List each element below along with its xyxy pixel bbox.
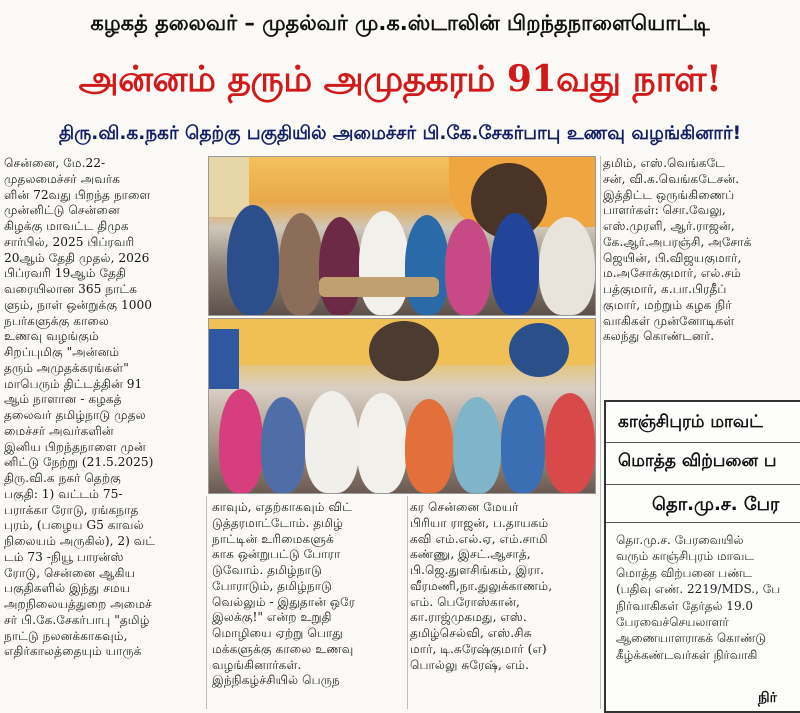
article-column-1-line: ளின் 72வது பிறந்த நாளை [4,187,151,202]
article-column-1-line: இனிய பிறந்தநாளை முன் [4,439,146,454]
article-column-2-line: டுவோம். தமிழ்நாடு [212,563,322,577]
article-column-1-line: தரும் அமுதக்கரங்கள்" [4,360,129,375]
article-column-3 [410,500,600,709]
article-column-2-line: காக ஒன்றுபட்டு போரா [212,547,341,562]
article-column-1-line: உணவு வழங்கும் [4,329,99,344]
article-column-1-line: 20ஆம் தேதி முதல், 2026 [4,250,150,265]
ad-body-line: தொ.மு.ச. பேரவையில் [616,533,744,547]
article-column-1-line: மாபெரும் திட்டத்தின் 91 [4,376,143,391]
ad-body-line: ஆணையாளராகக் கொண்டு [616,631,767,646]
article-column-2-line: வெல்லும் - இதுதான் ஒரே [212,594,356,609]
article-column-1-line: ஆம் நாளான - கழகத் [4,392,122,407]
ad-body-line: மொத்த விற்பனை பண்ட [616,565,753,580]
article-column-2 [212,500,405,709]
article-column-1-line: புரம், (பழைய G5 காவல் [4,518,144,533]
ad-tail-text: நிர் [758,690,777,706]
article-column-1-line: பிப்ரவரி 19ஆம் தேதி [4,266,126,281]
event-photo-bottom [208,318,596,494]
article-column-4-line: பத்குமார், க.பா.பிரதீப் [603,282,727,296]
article-column-4-line: கே.ஆர்.அபரஞ்சி, அசோக் [603,234,752,249]
article-column-3-line: எம். பெரோஸ்கான், [410,594,520,609]
column-divider [206,496,207,709]
ad-divider [606,522,800,523]
article-column-2-line: இந்நிகழ்ச்சியில் பெருந [212,673,340,688]
article-column-3-line: தமிழ்செல்வி, எஸ்.சிசு [410,626,532,640]
article-column-3-line: பி.ஜெ.துளசிங்கம், இரா. [410,563,545,577]
ad-body-line: கீழ்க்கண்டவர்கள் நிர்வாகி [616,647,758,662]
article-column-1-line: நபர்களுக்கு காலை [4,313,110,328]
article-column-1-line: தலைவர் தமிழ்நாடு முதல [4,408,146,422]
article-column-4-line: குமார், மற்றும் கழக நிர் [603,297,732,312]
article-column-4-line: ஜெயின், பி.விஜயகுமார், [603,250,742,265]
article-column-2-line: இலக்கு!" என்ற உறுதி [212,610,332,625]
article-column-1-line: ரோடு, சென்னை ஆகிய [4,565,136,580]
article-kicker: கழகத் தலைவர் – முதல்வர் மு.க.ஸ்டாலின் பிறந்தநாளையொட்டி [90,11,710,35]
article-column-1-line: சர் பி.கே.சேகர்பாபு "தமிழ் [4,612,150,627]
column-divider [600,156,601,709]
article-column-1-line: முன்னிட்டு சென்னை [4,203,120,218]
article-column-1-line: னிட்டு நேற்று (21.5.2025) [4,455,154,470]
ad-body-line: (பதிவு எண். 2219/MDS., பே [616,582,781,597]
article-column-1-line: டம் 73 -நியூ பாரன்ஸ் [4,549,124,564]
article-column-3-line: கண்ணு, இசட்.ஆசாத், [410,547,531,562]
article-column-2-line: மக்களுக்கு காலை உணவு [212,641,354,656]
article-column-2-line: காவும், எதற்காகவும் விட் [212,500,352,514]
article-column-4-line: தமிம், எஸ்.வெங்கடே [603,156,725,170]
ad-divider [606,442,800,443]
ad-heading-line-2: மொத்த விற்பனை ப [618,451,777,471]
article-column-1-line: நாட்டு நலனக்காகவும், [4,628,128,643]
article-column-4-line: இத்திட்ட ஒருங்கிணைப் [603,187,735,202]
article-column-1-line: ளும், நாள் ஒன்றுக்கு 1000 [4,297,152,312]
article-column-3-line: பொல்லு சுரேஷ், எம். [410,657,529,672]
article-column-4-line: கலந்து கொண்டனர். [603,329,715,344]
event-photo-top [208,156,596,316]
article-column-2-line: மொழியை ஏற்று பொது [212,626,343,640]
article-column-2-line: டுத்தரமாட்டோம். தமிழ் [212,515,343,530]
article-column-3-line: கர சென்னை மேயர் [410,500,519,514]
article-column-4-line: ம.அசோக்குமார், எல்.சம் [603,266,741,281]
article-column-3-line: பிரியா ராஜன், ப.தாயகம் [410,515,549,530]
article-column-1-line: எதிர்காலத்தையும் யாருக் [4,644,142,659]
article-column-1-line: சிறப்புமிகு "அன்னம் [4,345,120,359]
article-column-4-line: சன், வி.க.வெங்கடேசன். [603,171,740,186]
ad-body-line: நிர்வாகிகள் தேர்தல் 19.0 [616,598,754,613]
article-column-1-line: மைச்சர் அவர்களின் [4,423,114,438]
ad-organization: தொ.மு.ச. பேர [652,494,780,515]
ad-heading-line-1: காஞ்சிபுரம் மாவட் [618,412,763,432]
article-column-1-line: நிலையம் அருகில்), 2) வட் [4,534,156,548]
ad-divider [606,484,800,485]
article-column-3-line: கவி எம்.எல்.ஏ, எம்.சாமி [410,531,548,546]
column-divider [407,496,408,709]
article-column-4 [603,156,796,398]
article-subheadline: திரு.வி.க.நகர் தெற்கு பகுதியில் அமைச்சர் பி.கே.சேகர்பாபு உணவு வழங்கினார்! [58,123,742,144]
article-column-1-line: சார்பில், 2025 பிப்ரவரி [4,234,135,249]
article-column-1-line: திரு.வி.க நகர் தெற்கு [4,471,121,485]
article-column-2-line: வழங்கினார்கள். [212,657,302,672]
article-column-1-line: முதலமைச்சர் அவர்க [4,171,121,186]
article-column-1-line: சென்னை, மே.22- [4,156,106,170]
article-column-4-line: பாளர்கள்: சொ.வேலு, [603,203,726,218]
article-column-1 [4,156,204,709]
article-column-1-line: கிழக்கு மாவட்ட திமுக [4,219,129,233]
article-column-1-line: அறநிலையத்துறை அமைச் [4,597,152,611]
article-column-2-line: நாட்டின் உரிமைகளுக் [212,531,334,546]
advertisement-notice [604,400,800,713]
article-column-1-line: பகுதிகளில் இந்து சமய [4,581,131,596]
article-column-3-line: வீரமணி,நா.துலுக்காணம், [410,578,553,593]
ad-body-line: வரும் காஞ்சிபுரம் மாவட [616,549,754,564]
article-column-4-line: வாகிகள் முன்னோடிகள் [603,313,735,328]
article-column-1-line: வரையிலான 365 நாட்க [4,282,137,296]
ad-body-text [616,532,800,663]
article-column-1-line: பராக்கா ரோடு, ரங்கநாத [4,502,139,517]
article-headline: அன்னம் தரும் அமுதகரம் 91வது நாள்! [78,58,722,100]
ad-body-line: பேரவைச்செயலாளர் [616,615,729,630]
article-column-3-line: மார், டி.சுரேஷ்குமார் (எ) [410,641,547,656]
article-column-3-line: கா.ராஜ்முகமது, எஸ். [410,610,527,625]
article-column-2-line: போராடும், தமிழ்நாடு [212,578,332,593]
article-column-4-line: எஸ்.முரளி, ஆர்.ராஜன், [603,219,735,233]
article-column-1-line: பகுதி: 1) வட்டம் 75- [4,486,123,501]
